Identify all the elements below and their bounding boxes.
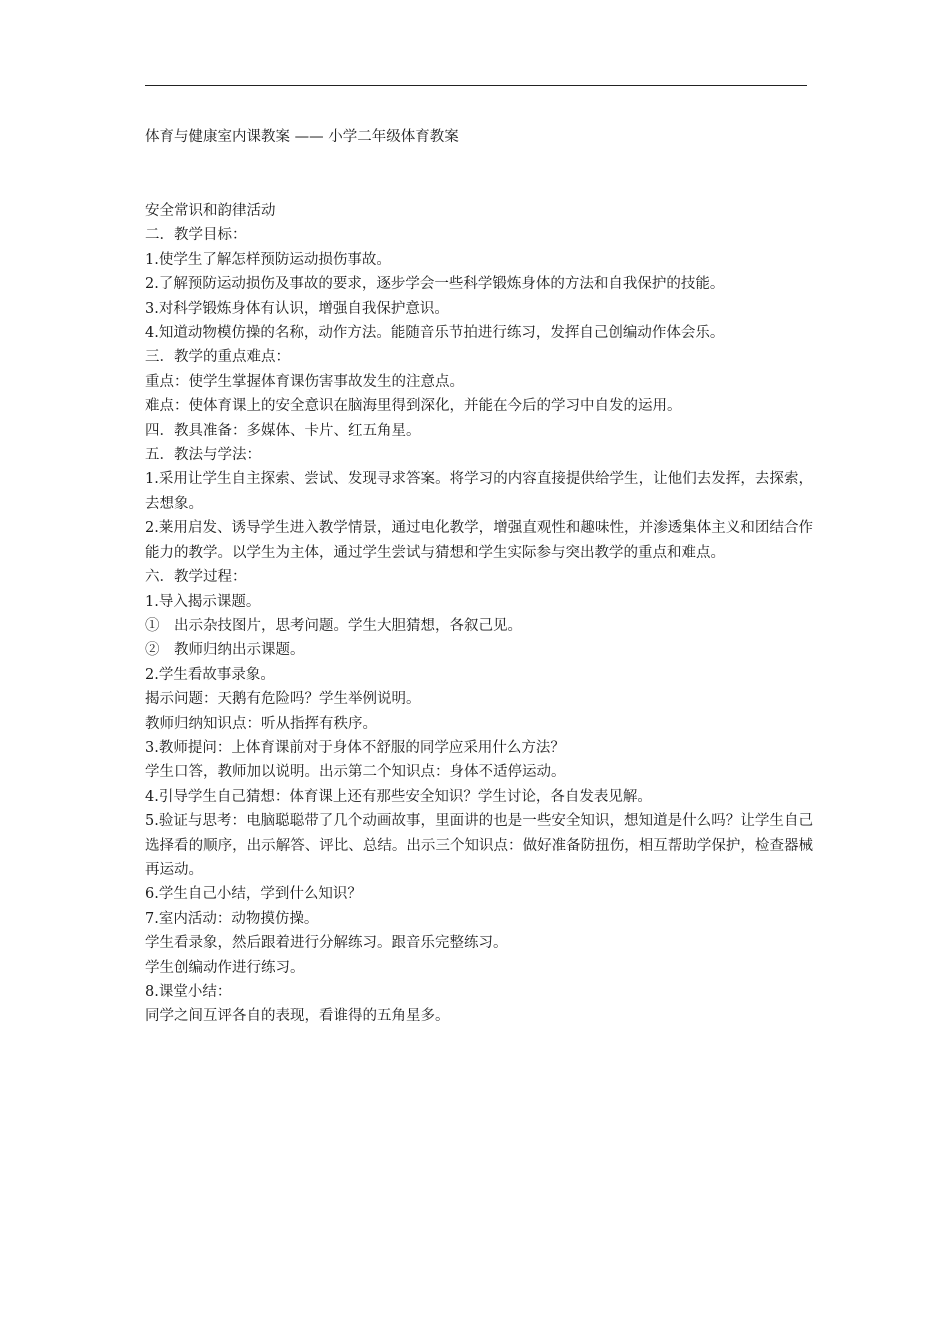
paragraph: 1.采用让学生自主探索、尝试、发现寻求答案。将学习的内容直接提供给学生，让他们去发挥，去探索，去想象。 <box>145 471 813 512</box>
text-line: 1.使学生了解怎样预防运动损伤事故。 <box>145 251 391 268</box>
text-line: 揭示问题：天鹅有危险吗？学生举例说明。 <box>145 691 421 708</box>
document-title: 体育与健康室内课教案 —— 小学二年级体育教案 <box>145 129 459 145</box>
text-line: 2.学生看故事录象。 <box>145 666 275 683</box>
text-line: 同学之间互评各自的表现，看谁得的五角星多。 <box>145 1008 450 1025</box>
text-line: 六．教学过程： <box>145 569 247 586</box>
text-line: 学生口答，教师加以说明。出示第二个知识点：身体不适停运动。 <box>145 764 566 781</box>
text-line: 四．教具准备：多媒体、卡片、红五角星。 <box>145 422 421 439</box>
text-line: 2.了解预防运动损伤及事故的要求，逐步学会一些科学锻炼身体的方法和自我保护的技能。 <box>145 276 725 293</box>
text-line: 三．教学的重点难点： <box>145 349 290 366</box>
text-line: 7.室内活动：动物摸仿操。 <box>145 910 319 927</box>
text-line: 学生创编动作进行练习。 <box>145 959 305 976</box>
text-line: 4.引导学生自己猜想：体育课上还有那些安全知识？学生讨论，各自发表见解。 <box>145 788 652 805</box>
text-line: 1.导入揭示课题。 <box>145 593 261 610</box>
document-body <box>145 199 813 1029</box>
text-line: 教师归纳知识点：听从指挥有秩序。 <box>145 715 377 732</box>
text-line: 3.对科学锻炼身体有认识，增强自我保护意识。 <box>145 300 449 317</box>
text-line: 难点：使体育课上的安全意识在脑海里得到深化，并能在今后的学习中自发的运用。 <box>145 398 682 415</box>
section-subtitle: 安全常识和韵律活动 <box>145 203 276 219</box>
text-line: 4.知道动物模仿操的名称，动作方法。能随音乐节拍进行练习，发挥自己创编动作体会乐。 <box>145 325 725 342</box>
text-line: 二．教学目标： <box>145 227 247 244</box>
paragraph: 5.验证与思考：电脑聪聪带了几个动画故事，里面讲的也是一些安全知识，想知道是什么吗？让学生自己选择看的顺序，出示解答、评比、总结。出示三个知识点：做好准备防扭伤，相互帮助学保护，检查器械再运动。 <box>145 813 813 878</box>
text-line: ① 出示杂技图片，思考问题。学生大胆猜想，各叙己见。 <box>145 617 522 634</box>
text-line: 五．教法与学法： <box>145 447 261 464</box>
text-line: 重点：使学生掌握体育课伤害事故发生的注意点。 <box>145 373 464 390</box>
text-line: 6.学生自己小结，学到什么知识？ <box>145 886 362 903</box>
text-line: 3.教师提问：上体育课前对于身体不舒服的同学应采用什么方法？ <box>145 739 565 756</box>
paragraph: 2.莱用启发、诱导学生进入教学情景，通过电化教学，增强直观性和趣味性，并渗透集体主义和团结合作能力的教学。以学生为主体，通过学生尝试与猜想和学生实际参与突出教学的重点和难点。 <box>145 520 813 561</box>
text-line: ② 教师归纳出示课题。 <box>145 642 305 659</box>
text-line: 学生看录象，然后跟着进行分解练习。跟音乐完整练习。 <box>145 935 508 952</box>
header-rule <box>145 85 807 86</box>
text-line: 8.课堂小结： <box>145 984 232 1000</box>
